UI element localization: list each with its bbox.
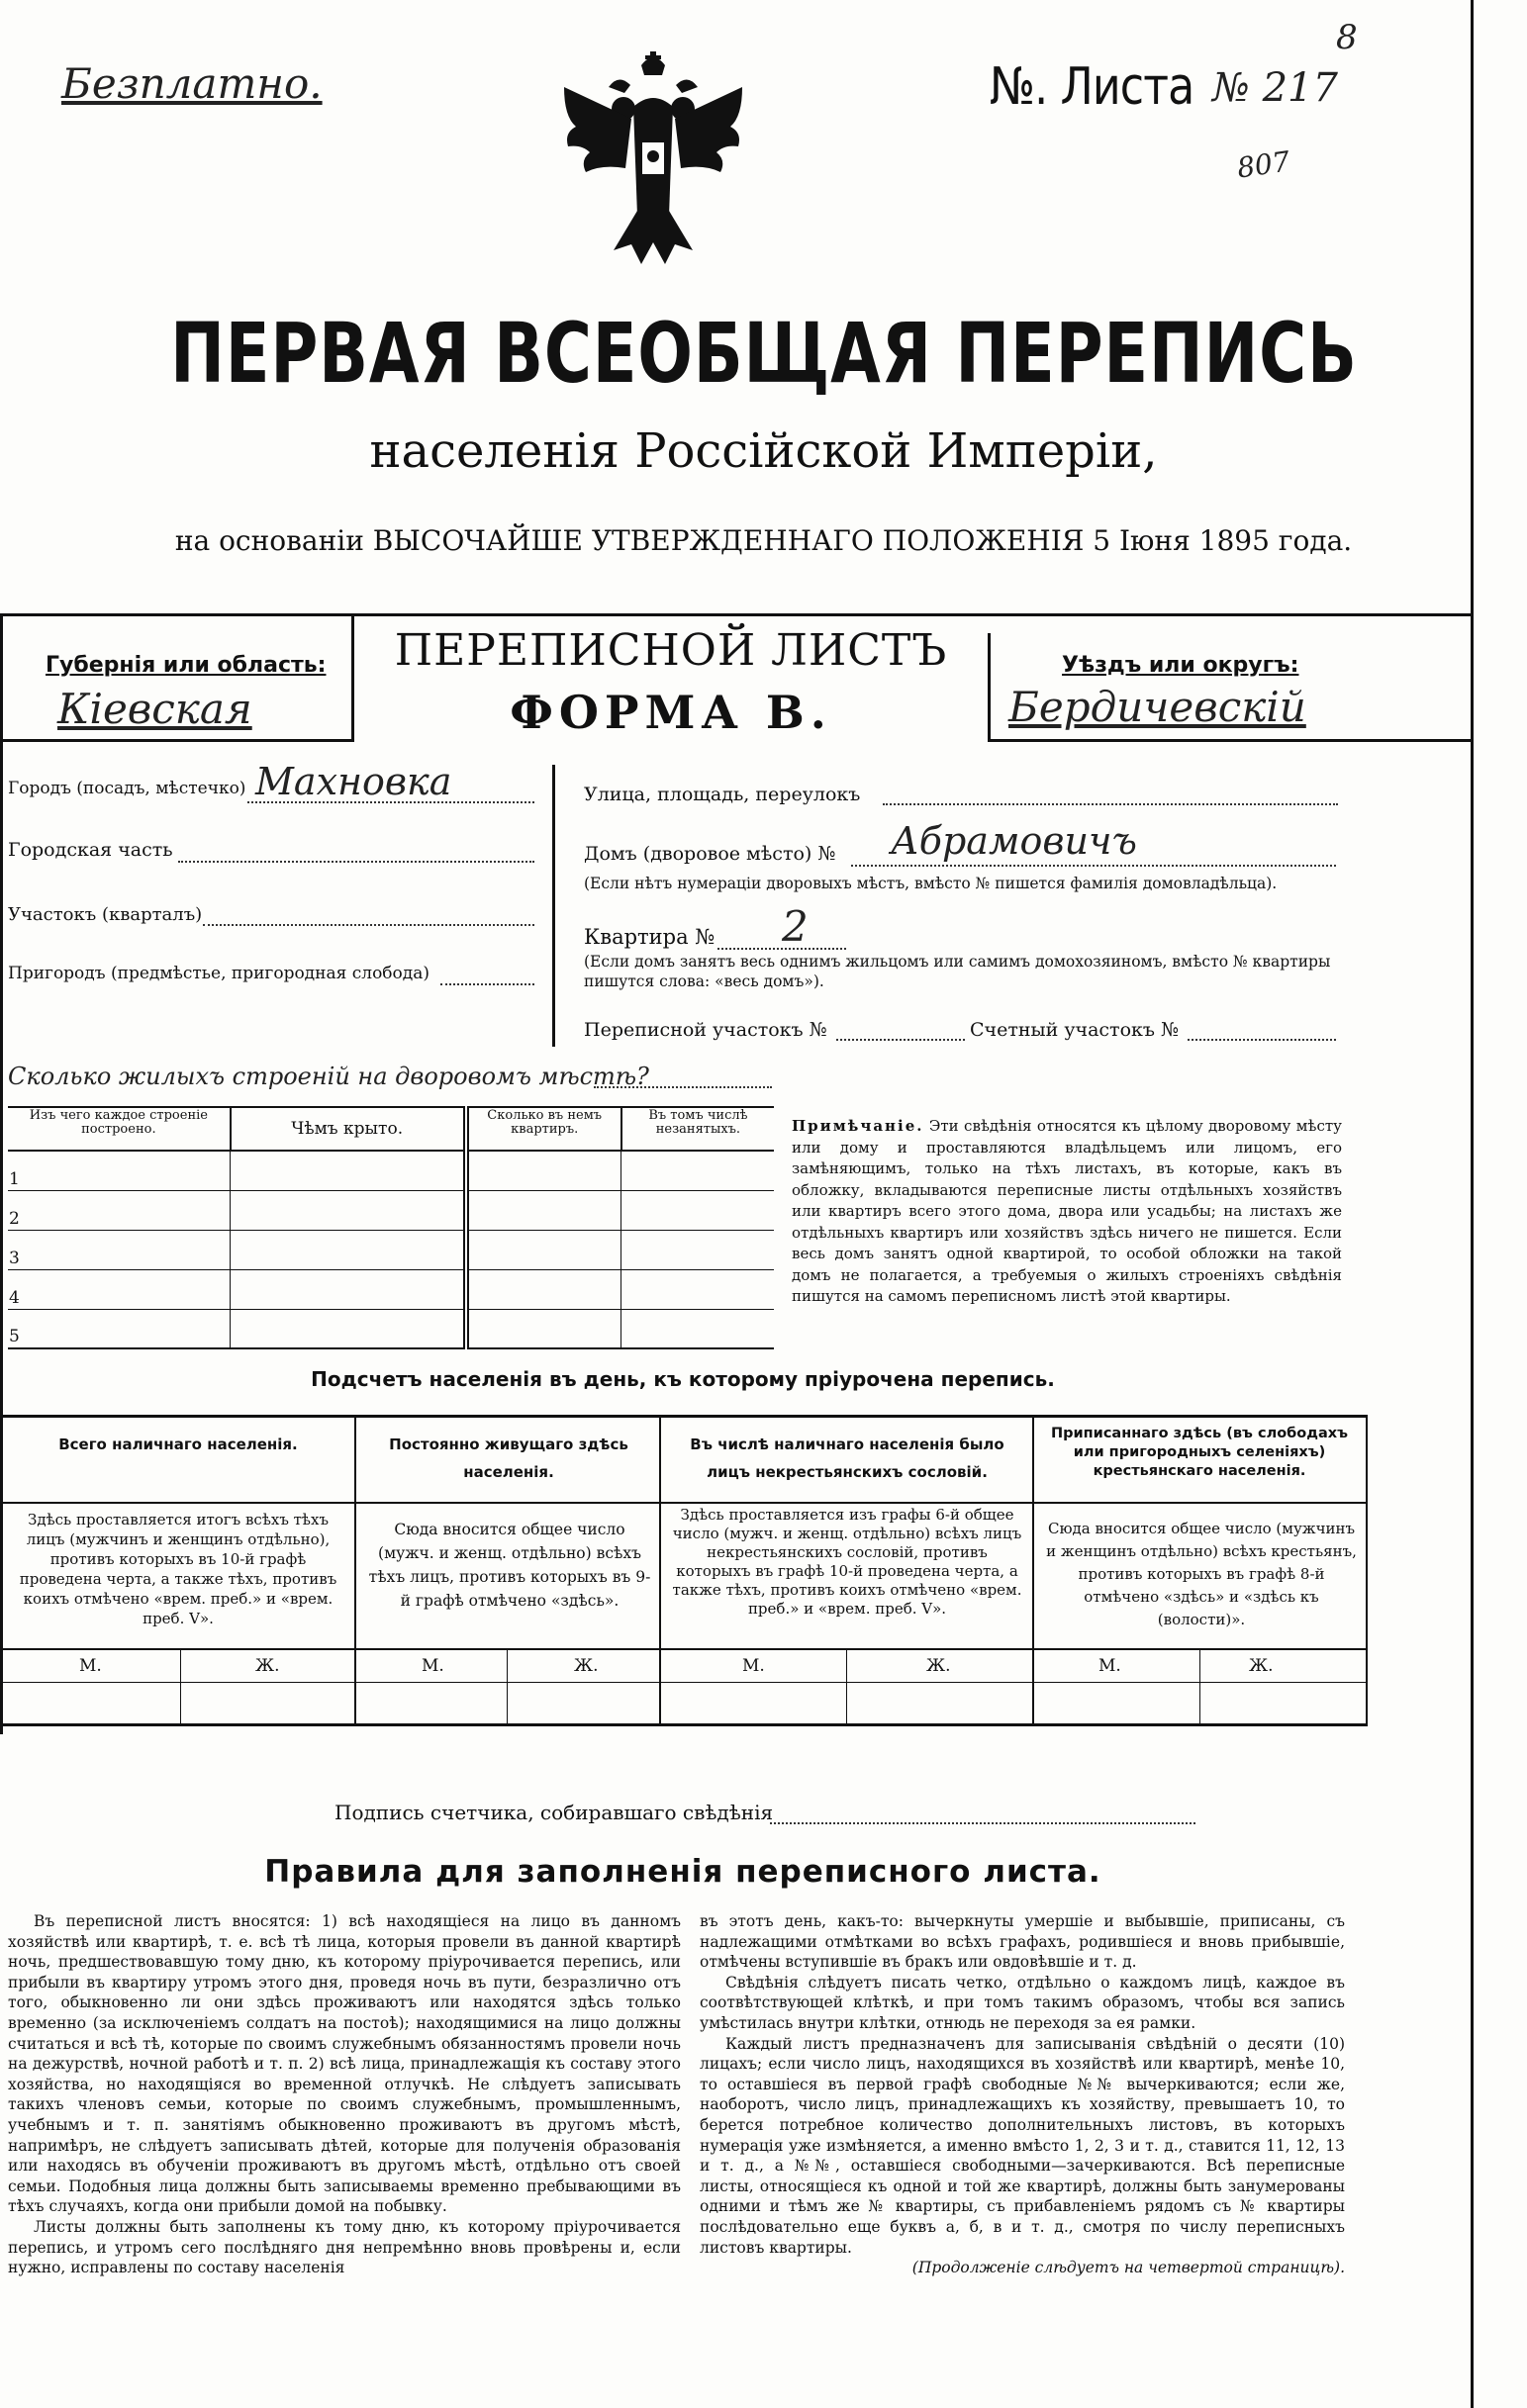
precinct-label: Участокъ (кварталъ) xyxy=(8,904,203,925)
female-label: Ж. xyxy=(926,1656,951,1676)
apartment-note: (Если домъ занятъ весь однимъ жильцомъ или самимъ домохозяиномъ, вмѣсто № квартиры пишутся слова: «весь домъ»). xyxy=(584,953,1331,990)
census-precinct-label: Переписной участокъ № xyxy=(584,1019,827,1041)
row-number: 5 xyxy=(8,1309,231,1348)
district-label: Городская часть xyxy=(8,839,173,861)
uezd-value[interactable]: Бердичевскій xyxy=(1008,683,1306,731)
count-precinct-label: Счетный участокъ № xyxy=(970,1019,1179,1041)
city-label: Городъ (посадъ, мѣстечко) xyxy=(8,779,246,798)
free-label: Безплатно. xyxy=(61,59,323,108)
house-value[interactable]: Абрамовичъ xyxy=(891,819,1137,863)
rules-left-p2: Листы должны быть заполнены къ тому дню, къ которому пріурочивается перепись, и утромъ сего послѣдняго дня непремѣнно вновь провѣрены и, если нужно, исправлены по составу населенія xyxy=(8,2217,681,2277)
rules-right-p3: Каждый листъ предназначенъ для записыванія свѣдѣній о десяти (10) лицахъ; если число лицъ, находящихся въ хозяйствѣ или квартирѣ, менѣе 10, то оставшіеся въ первой графѣ свободные №№ вычеркиваются; если же, наоборотъ, число лицъ, принадлежащихъ къ хозяйству, превышаетъ 10, то берется потребное количество дополнительныхъ листовъ, въ которыхъ нумерація уже измѣняется, а именно вмѣсто 1, 2, 3 и т. д., ставится 11, 12, 13 и т. д., а №№, оставшіеся свободными—зачеркиваются. Всѣ переписные листы, относящіеся къ одной и той же квартирѣ, должны быть занумерованы одними и тѣмъ же № квартиры, съ прибавленіемъ рядомъ съ № квартиры послѣдовательно еще буквъ а, б, в и т. д., смотря по числу переписныхъ листовъ квартиры. xyxy=(700,2034,1345,2257)
table-row xyxy=(8,1269,774,1309)
table-row xyxy=(8,1190,774,1230)
count-col-title: Въ числѣ наличнаго населенія было лицъ некрестьянскихъ сословій. xyxy=(690,1436,1004,1481)
imperial-eagle-icon xyxy=(554,47,752,270)
row-number: 1 xyxy=(8,1151,231,1190)
count-col-title: Приписаннаго здѣсь (въ слободахъ или пригородныхъ селеніяхъ) крестьянскаго населенія. xyxy=(1050,1426,1348,1479)
uezd-label: Уѣздъ или округъ: xyxy=(1062,653,1299,678)
guberniya-label: Губернія или область: xyxy=(46,653,327,678)
buildings-col-vacant: Въ томъ числѣ незанятыхъ. xyxy=(621,1107,774,1151)
table-row xyxy=(8,1230,774,1269)
house-note: (Если нѣтъ нумераціи дворовыхъ мѣстъ, вмѣсто № пишется фамилія домовладѣльца). xyxy=(584,875,1278,892)
row-number: 3 xyxy=(8,1230,231,1269)
count-col-desc: Здѣсь проставляется итогъ всѣхъ тѣхъ лицъ (мужчинъ и женщинъ отдѣльно), противъ которыхъ въ 10-й графѣ проведена черта, а также тѣхъ, противъ коихъ отмѣчено «врем. преб.» и «врем. преб. V». xyxy=(19,1511,337,1627)
rules-right-p2: Свѣдѣнія слѣдуетъ писать четко, отдѣльно о каждомъ лицѣ, каждое въ соотвѣтствующей клѣткѣ, и при томъ такимъ образомъ, чтобы вся запись умѣстилась внутри клѣтки, отнюдь не переходя за ея рамки. xyxy=(700,1973,1345,2032)
rules-continued: (Продолженіе слѣдуетъ на четвертой страницѣ). xyxy=(911,2259,1345,2277)
corner-mark: 8 xyxy=(1336,18,1358,57)
census-title xyxy=(0,305,1527,402)
rules-left-p1: Въ переписной листъ вносятся: 1) всѣ находящіеся на лицо въ данномъ хозяйствѣ или квартирѣ, т. е. всѣ тѣ лица, которыя провели въ данной квартирѣ ночь, предшествовавшую тому дню, къ которому пріурочивается перепись, или прибыли въ квартиру утромъ этого дня, проведя ночь въ пути, безразлично отъ того, обыкновенно ли они здѣсь проживаютъ или находятся здѣсь только временно (за исключеніемъ солдатъ на постоѣ); находящимися на лицо должны считаться и всѣ тѣ, которые по своимъ служебнымъ обязанностямъ провели ночь на дежурствѣ, ночной работѣ и т. п. 2) всѣ лица, принадлежащія къ составу этого хозяйства, но находящіяся во временной отлучкѣ. Не слѣдуетъ записывать такихъ членовъ семьи, которые по своимъ служебнымъ, промышленнымъ, учебнымъ и т. п. занятіямъ обыкновенно проживаютъ въ другомъ мѣстѣ, напримѣръ, не слѣдуетъ записывать дѣтей, которые для полученія образованія или находясь въ обученіи проживаютъ въ другомъ мѣстѣ, отдѣльно отъ своей семьи. Подобныя лица должны быть записываемы временно пребывающими въ тѣхъ случаяхъ, когда они прибыли домой на побывку. xyxy=(8,1912,681,2216)
street-label: Улица, площадь, переулокъ xyxy=(584,784,861,805)
uezd-box xyxy=(988,633,1474,742)
buildings-col-roof: Чѣмъ крыто. xyxy=(231,1107,466,1151)
form-heading xyxy=(354,625,988,739)
house-label: Домъ (дворовое мѣсто) № xyxy=(584,843,836,865)
census-subtitle: населенія Россійской Имперіи, xyxy=(369,423,1158,479)
rules-left xyxy=(8,1911,681,2278)
guberniya-value[interactable]: Кіевская xyxy=(57,685,252,733)
count-col-desc: Сюда вносится общее число (мужчинъ и женщинъ отдѣльно) всѣхъ крестьянъ, противъ которыхъ въ графѣ 8-й отмѣчено «здѣсь» и «здѣсь къ (волости)». xyxy=(1046,1520,1357,1628)
apartment-value[interactable]: 2 xyxy=(782,902,809,951)
buildings-col-material: Изъ чего каждое строеніе построено. xyxy=(8,1107,231,1151)
sheet-number-value: № 217 xyxy=(1212,65,1338,111)
buildings-note-text: Эти свѣдѣнія относятся къ цѣлому дворовому мѣсту или дому и проставляются владѣльцемъ или лицомъ, его замѣняющимъ, только на тѣхъ листахъ, въ которые, какъ въ обложку, вкладываются переписные листы отдѣльныхъ хозяйствъ или квартиръ всего этого дома, двора или усадьбы; на листахъ же отдѣльныхъ квартиръ или хозяйствъ здѣсь ничего не пишется. Если весь домъ занятъ одной квартирой, то особой обложки на такой домъ не полагается, а требуемыя о жилыхъ строеніяхъ свѣдѣнія пишутся на самомъ переписномъ листѣ этой квартиры. xyxy=(792,1117,1342,1305)
count-col-desc: Сюда вносится общее число (мужч. и женщ. отдѣльно) всѣхъ тѣхъ лицъ, противъ которыхъ въ 9-й графѣ отмѣчено «здѣсь». xyxy=(368,1521,651,1610)
buildings-note-title: Примѣчаніе. xyxy=(792,1117,924,1135)
table-row xyxy=(8,1309,774,1348)
form-heading-title: ПЕРЕПИСНОЙ ЛИСТЪ xyxy=(394,625,948,676)
suburb-label: Пригородъ (предмѣстье, пригородная слобода) xyxy=(8,964,430,983)
signature-label: Подпись счетчика, собиравшаго свѣдѣнія xyxy=(334,1801,774,1824)
guberniya-box xyxy=(0,613,354,742)
row-number: 4 xyxy=(8,1269,231,1309)
sheet-number-label: №. Листа xyxy=(990,57,1194,117)
rules-right xyxy=(700,1911,1345,2278)
male-label: М. xyxy=(79,1656,102,1676)
census-title-main: ПЕРВАЯ ВСЕОБЩАЯ ПЕРЕПИСЬ xyxy=(169,305,1358,402)
row-number: 2 xyxy=(8,1190,231,1230)
rules-heading: Правила для заполненія переписного листа. xyxy=(264,1854,1101,1890)
male-label: М. xyxy=(422,1656,444,1676)
buildings-note xyxy=(792,1116,1342,1308)
female-label: Ж. xyxy=(255,1656,280,1676)
count-col-desc: Здѣсь проставляется изъ графы 6-й общее число (мужч. и женщ. отдѣльно) всѣхъ лицъ некрестьянскихъ сословій, противъ которыхъ въ графѣ 10-й проведена черта, а также тѣхъ, противъ коихъ отмѣчено «врем. преб.» и «врем. преб. V». xyxy=(672,1506,1022,1618)
buildings-question: Сколько жилыхъ строеній на дворовомъ мѣстѣ? xyxy=(8,1063,649,1090)
sheet-number xyxy=(990,57,1338,117)
buildings-col-apartments: Сколько въ немъ квартиръ. xyxy=(466,1107,621,1151)
form-heading-label: ФОРМА В. xyxy=(510,686,832,739)
female-label: Ж. xyxy=(1249,1656,1274,1676)
count-col-title: Всего наличнаго населенія. xyxy=(58,1436,298,1453)
count-heading: Подсчетъ населенія въ день, къ которому пріурочена перепись. xyxy=(311,1367,1055,1391)
census-basis: на основаніи ВЫСОЧАЙШЕ УТВЕРЖДЕННАГО ПОЛОЖЕНІЯ 5 Іюня 1895 года. xyxy=(174,524,1353,557)
female-label: Ж. xyxy=(574,1656,599,1676)
count-col-title: Постоянно живущаго здѣсь населенія. xyxy=(389,1436,628,1481)
male-label: М. xyxy=(742,1656,765,1676)
city-value[interactable]: Махновка xyxy=(255,760,452,803)
rules-right-p1: въ этотъ день, какъ-то: вычеркнуты умершіе и выбывшіе, приписаны, съ надлежащими отмѣтками во всѣхъ графахъ, родившіеся и вновь прибывшіе, отмѣчены вступившіе въ бракъ или овдовѣвшіе и т. д. xyxy=(700,1912,1345,1972)
table-row xyxy=(8,1151,774,1190)
buildings-table xyxy=(8,1106,774,1349)
apartment-label: Квартира № xyxy=(584,925,716,949)
male-label: М. xyxy=(1098,1656,1121,1676)
sheet-number-alt: 807 xyxy=(1234,144,1292,185)
